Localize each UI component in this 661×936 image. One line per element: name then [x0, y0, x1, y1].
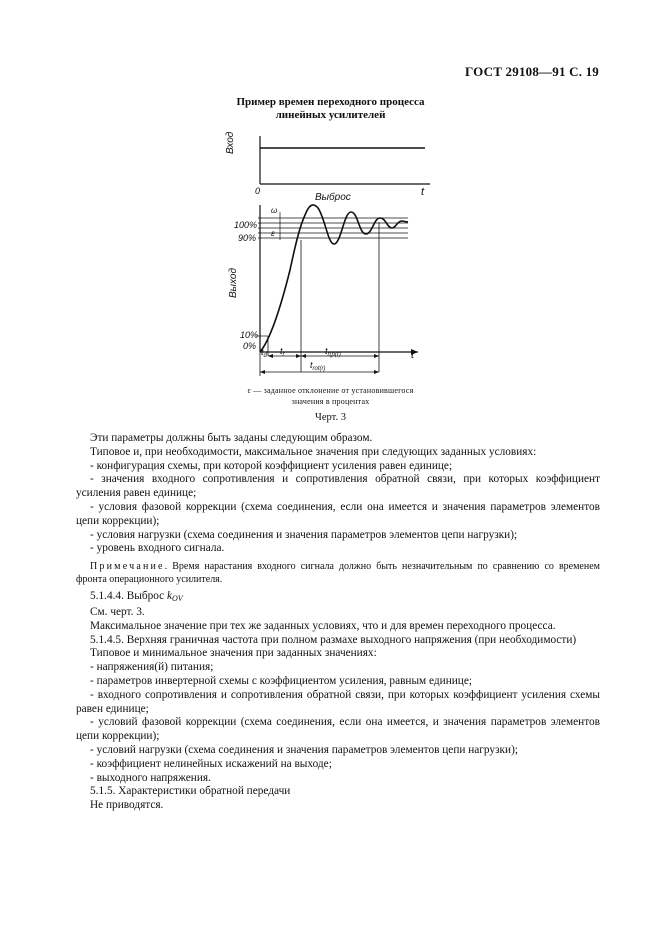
body-text	[76, 432, 600, 813]
trpr-sub: r(p(r)	[327, 352, 341, 358]
overshoot-label: Выброс	[315, 192, 351, 203]
pct100-label: 100%	[234, 220, 258, 230]
eps-note-line2: значения в процентах	[291, 397, 370, 406]
page-header: ГОСТ 29108—91 С. 19	[465, 64, 599, 79]
tr-sub: r	[282, 352, 285, 358]
figure-title-line2: линейных усилителей	[275, 109, 386, 121]
paragraph-s13: 5.1.5. Характеристики обратной передачи	[90, 785, 291, 798]
paragraph-s3: Максимальное значение при тех же заданных условиях, что и для времен переходного процесса.	[90, 619, 556, 632]
section-5144-k: k	[167, 590, 173, 603]
paragraph-s11: - коэффициент нелинейных искажений на выходе;	[90, 757, 332, 770]
paragraph-4: - значения входного сопротивления и сопротивления обратной связи, при которых коэффициент усиления равен единице;	[76, 473, 600, 500]
paragraph-s8: - входного сопротивления и сопротивления обратной связи, при которых коэффициент усиления схемы равен единице;	[76, 688, 600, 715]
paragraph-1: Эти параметры должны быть заданы следующим образом.	[90, 432, 373, 444]
eps-label: ε	[271, 229, 275, 238]
trpr-main: t	[325, 346, 328, 356]
paragraph-s10: - условий нагрузки (схема соединения и значения параметров элементов цепи нагрузки);	[90, 743, 518, 756]
td-label	[261, 347, 267, 361]
note-text: . Время нарастания входного сигнала должно быть незначительным по сравнению со временем фронта операционного усилителя.	[76, 561, 600, 585]
pct0-label: 0%	[243, 341, 257, 351]
input-axis-label: Вход	[225, 131, 236, 154]
output-response-curve	[260, 205, 408, 352]
paragraph-s7: - параметров инвертерной схемы с коэффициентом усиления, равным единице;	[90, 674, 472, 687]
paragraph-s5: Типовое и минимальное значения при заданных значениях:	[90, 647, 377, 660]
pct10-label: 10%	[240, 330, 259, 340]
section-5144-text: 5.1.4.4. Выброс	[90, 590, 168, 603]
tr-label	[280, 346, 285, 360]
paragraph-s9: - условий фазовой коррекции (схема соединения, если она имеется, и значения параметров элементов цепи коррекции);	[76, 716, 600, 743]
pct90-label: 90%	[238, 233, 257, 243]
ttot-arrow-left	[260, 370, 265, 374]
trpr-label	[325, 346, 341, 360]
paragraph-s12: - выходного напряжения.	[90, 771, 211, 784]
paragraph-6: - условия нагрузки (схема соединения и значения параметров элементов цепи нагрузки);	[90, 528, 518, 541]
tr-arrow-left	[268, 354, 273, 358]
note-label: Примечание	[90, 561, 165, 573]
figure-caption: Черт. 3	[315, 412, 346, 423]
tr-main: t	[280, 346, 283, 356]
tr-arrow-right	[296, 354, 301, 358]
paragraph-s6: - напряжения(й) питания;	[90, 661, 214, 674]
paragraph-2: Типовое и, при необходимости, максимальное значения при следующих заданных условиях:	[90, 445, 537, 458]
t-top-label: t	[421, 186, 425, 198]
omega-label: ω	[271, 206, 278, 215]
ttot-sub: rot(r)	[312, 366, 326, 372]
ttot-label	[310, 360, 326, 374]
trpr-arrow-left	[301, 354, 306, 358]
ttot-main: t	[310, 360, 313, 370]
note-paragraph	[76, 561, 600, 586]
paragraph-s14: Не приводятся.	[90, 799, 164, 812]
output-axis-label: Выход	[228, 267, 239, 298]
paragraph-5: - условия фазовой коррекции (схема соединения, если она имеется и значения параметров элементов цепи коррекции);	[76, 500, 600, 527]
trpr-arrow-right	[374, 354, 379, 358]
ttot-arrow-right	[374, 370, 379, 374]
section-5144-sub: OV	[172, 594, 183, 604]
eps-note-line1: ε — заданное отклонение от установившегося	[247, 386, 414, 395]
t-bottom-label: t	[411, 349, 415, 361]
eps-note	[0, 385, 661, 407]
paragraph-7: - уровень входного сигнала.	[90, 542, 225, 555]
origin-label: 0	[255, 186, 261, 196]
section-5144	[90, 590, 600, 606]
paragraph-s2: См. черт. 3.	[90, 605, 145, 618]
figure-title-line1: Пример времен переходного процесса	[236, 96, 425, 108]
paragraph-s4: 5.1.4.5. Верхняя граничная частота при полном размахе выходного напряжения (при необходимости)	[90, 633, 577, 646]
paragraph-3: - конфигурация схемы, при которой коэффициент усиления равен единице;	[90, 459, 453, 472]
td-main: t	[261, 347, 264, 357]
td-sub: d	[263, 353, 267, 359]
